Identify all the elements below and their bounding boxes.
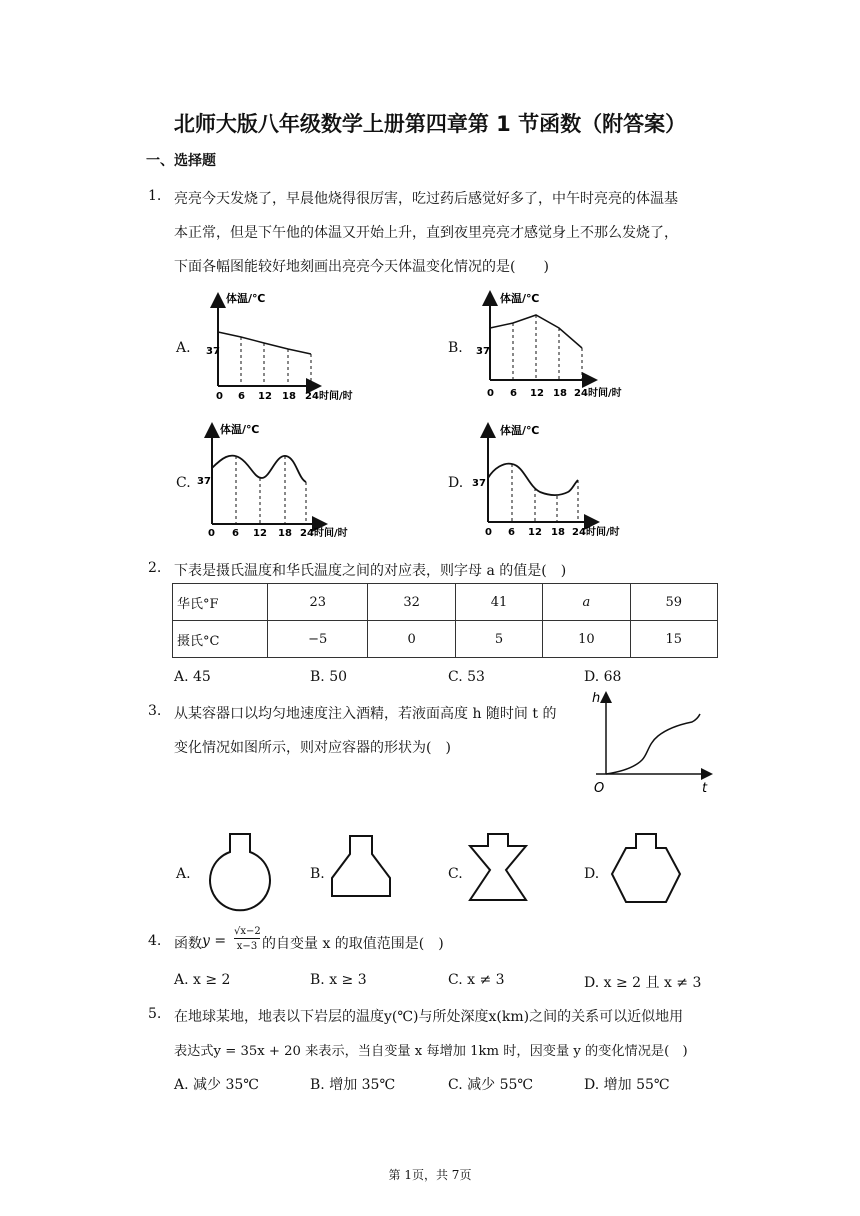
question-text-line: 下面各幅图能较好地刻画出亮亮今天体温变化情况的是( ) xyxy=(174,259,549,275)
y-axis-label: 体温/℃ xyxy=(226,292,266,305)
option-label-a: A. xyxy=(176,866,191,882)
container-shape-d xyxy=(608,832,684,908)
question-number: 3. xyxy=(148,703,162,719)
svg-text:0: 0 xyxy=(485,527,492,538)
option-a: A. x ≥ 2 xyxy=(174,972,231,988)
svg-text:18: 18 xyxy=(553,388,567,399)
option-b: B. 50 xyxy=(310,669,348,685)
svg-text:体温/℃: 体温/℃ xyxy=(220,423,260,436)
option-label-d: D. xyxy=(584,866,600,882)
question-number: 4. xyxy=(148,933,162,949)
question-number: 5. xyxy=(148,1006,162,1022)
option-label-c: C. xyxy=(448,866,463,882)
svg-text:体温/℃: 体温/℃ xyxy=(500,424,540,437)
question-text-line: 从某容器口以均匀地速度注入酒精，若液面高度 h 随时间 t 的 xyxy=(174,706,557,722)
svg-text:18: 18 xyxy=(282,391,296,402)
svg-text:24: 24 xyxy=(574,388,588,399)
svg-text:6: 6 xyxy=(510,388,517,399)
question-text-line: 表达式y = 35x + 20 来表示，当自变量 x 每增加 1km 时，因变量 y 的变化情况是( ) xyxy=(174,1044,688,1059)
option-c: C. x ≠ 3 xyxy=(448,972,505,988)
temperature-table xyxy=(172,583,718,658)
x-axis-label: 时间/时 xyxy=(319,391,353,402)
svg-text:体温/℃: 体温/℃ xyxy=(500,292,540,305)
svg-text:24: 24 xyxy=(300,528,314,538)
option-c: C. 减少 55℃ xyxy=(448,1077,534,1093)
option-label-c: C. xyxy=(176,475,191,491)
option-c: C. 53 xyxy=(448,669,485,685)
document-title: 北师大版八年级数学上册第四章第 1 节函数（附答案） xyxy=(173,112,687,136)
question-text-line: 在地球某地，地表以下岩层的温度y(℃)与所处深度x(km)之间的关系可以近似地用 xyxy=(174,1009,684,1025)
option-b: B. 增加 35℃ xyxy=(310,1077,396,1093)
page-footer: 第 1页，共 7页 xyxy=(388,1168,472,1182)
svg-text:0: 0 xyxy=(208,528,215,538)
option-b: B. x ≥ 3 xyxy=(310,972,367,988)
table-row: 摄氏°C −5 0 5 10 15 xyxy=(173,621,718,658)
option-d: D. 增加 55℃ xyxy=(584,1077,670,1093)
svg-text:12: 12 xyxy=(253,528,267,538)
svg-text:24: 24 xyxy=(572,527,586,538)
question-number: 1. xyxy=(148,188,162,204)
svg-text:6: 6 xyxy=(238,391,245,402)
svg-text:6: 6 xyxy=(232,528,239,538)
svg-text:12: 12 xyxy=(528,527,542,538)
question-text-line: 亮亮今天发烧了，早晨他烧得很厉害，吃过药后感觉好多了，中午时亮亮的体温基 xyxy=(174,191,678,207)
svg-text:12: 12 xyxy=(530,388,544,399)
svg-text:37: 37 xyxy=(472,478,486,489)
y-tick: 37 xyxy=(206,346,220,357)
temperature-graph-b xyxy=(470,288,638,404)
svg-text:时间/时: 时间/时 xyxy=(586,527,620,538)
height-time-graph xyxy=(588,688,718,796)
option-label-d: D. xyxy=(448,475,464,491)
question-text-line: 下表是摄氏温度和华氏温度之间的对应表，则字母 a 的值是( ) xyxy=(174,563,567,579)
table-row: 华氏°F 23 32 41 a 59 xyxy=(173,584,718,621)
container-shape-c xyxy=(466,832,530,904)
svg-text:时间/时: 时间/时 xyxy=(314,528,348,538)
origin-label: O xyxy=(594,781,605,796)
temperature-graph-d xyxy=(470,420,638,538)
temperature-graph-a xyxy=(196,288,356,404)
svg-text:12: 12 xyxy=(258,391,272,402)
option-label-b: B. xyxy=(448,340,463,356)
question-number: 2. xyxy=(148,560,162,576)
container-shape-b xyxy=(328,834,398,900)
option-label-b: B. xyxy=(310,866,325,882)
option-label-a: A. xyxy=(176,340,191,356)
question-text-line: 变化情况如图所示，则对应容器的形状为( ) xyxy=(174,740,451,756)
svg-text:18: 18 xyxy=(551,527,565,538)
formula-numerator: √x−2 xyxy=(234,926,261,937)
option-a: A. 45 xyxy=(174,669,211,685)
question-text-suffix: 的自变量 x 的取值范围是( ) xyxy=(262,936,444,952)
axis-label-h: h xyxy=(592,691,601,706)
container-shape-a xyxy=(200,830,280,916)
question-text-line: 本正常，但是下午他的体温又开始上升，直到夜里亮亮才感觉身上不那么发烧了， xyxy=(174,225,678,241)
temperature-graph-c xyxy=(196,420,364,538)
svg-text:0: 0 xyxy=(216,391,223,402)
svg-text:37: 37 xyxy=(476,346,490,357)
section-heading: 一、选择题 xyxy=(146,153,216,169)
svg-text:时间/时: 时间/时 xyxy=(588,388,622,399)
formula-lhs: y = xyxy=(202,933,227,949)
option-d: D. x ≥ 2 且 x ≠ 3 xyxy=(584,975,702,991)
svg-text:0: 0 xyxy=(487,388,494,399)
svg-text:37: 37 xyxy=(197,476,211,487)
question-text-prefix: 函数 xyxy=(174,936,202,952)
svg-text:6: 6 xyxy=(508,527,515,538)
option-a: A. 减少 35℃ xyxy=(174,1077,259,1093)
axis-label-t: t xyxy=(702,781,708,796)
svg-text:18: 18 xyxy=(278,528,292,538)
option-d: D. 68 xyxy=(584,669,622,685)
svg-text:24: 24 xyxy=(305,391,319,402)
formula-denominator: x−3 xyxy=(236,941,258,952)
